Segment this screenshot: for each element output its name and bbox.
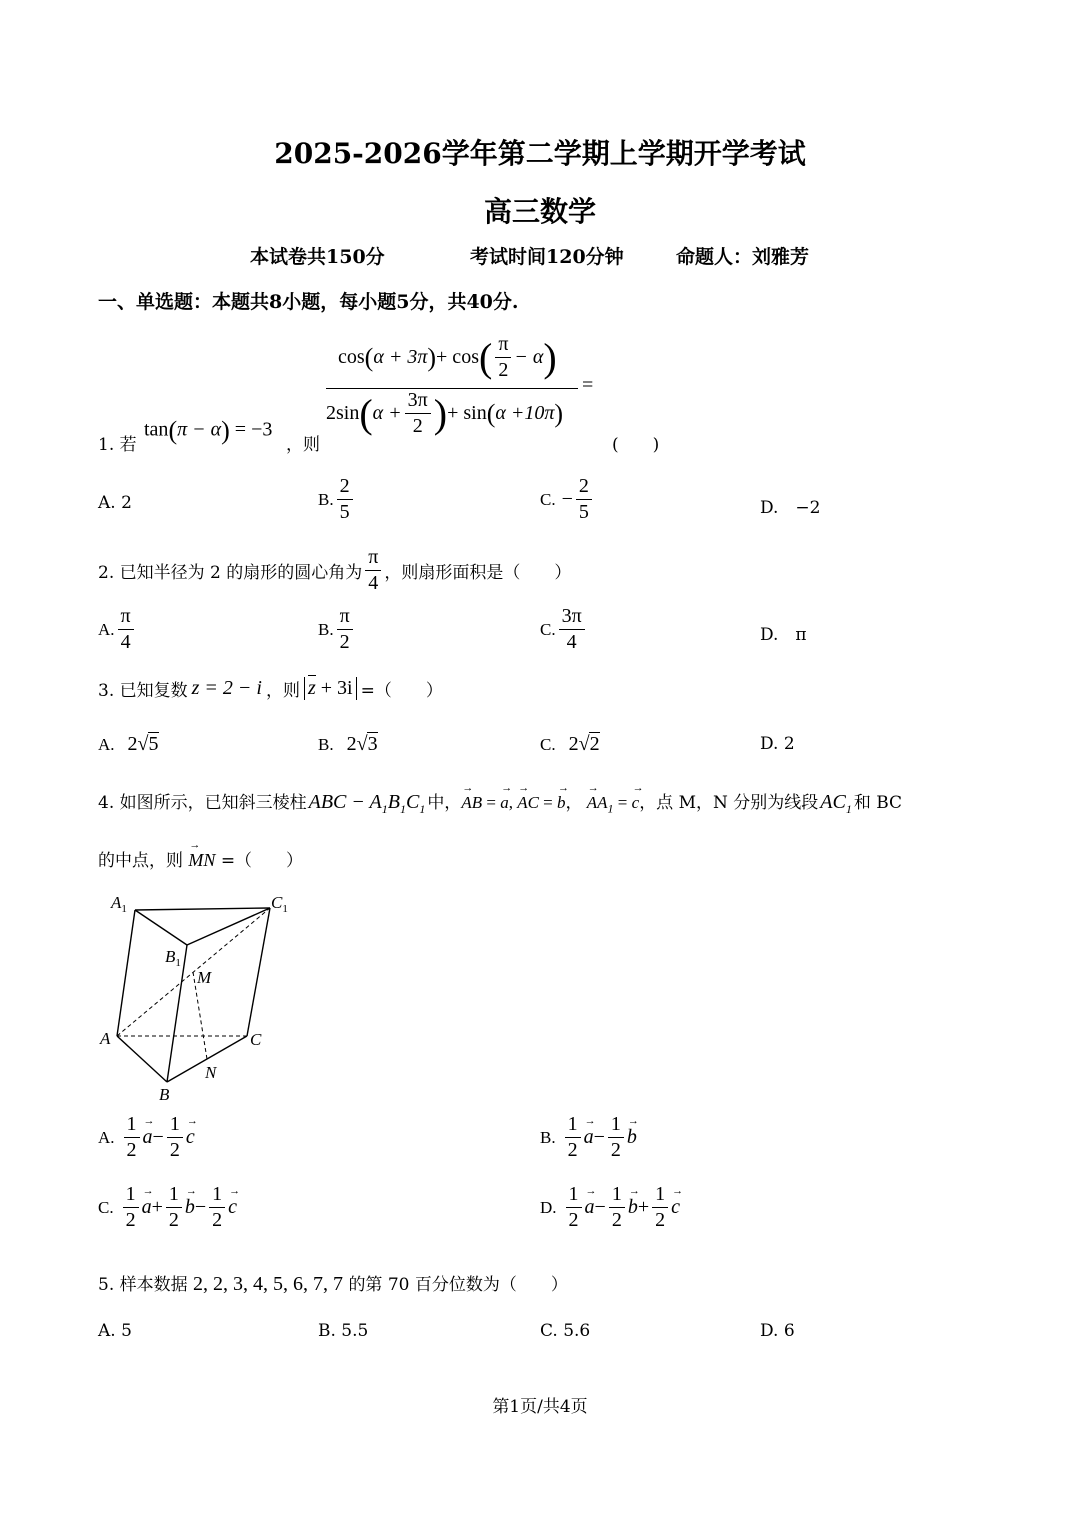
q1-number: 1. 若 [98,435,137,455]
exam-time: 考试时间120分钟 [470,246,624,268]
q1-option-b [318,476,356,523]
q3-option-b-label: B. [318,735,334,754]
q4-aa1-text: AA [586,793,608,812]
edge-a1a [117,910,135,1036]
q5-stem [98,1270,568,1296]
q3-option-b-coef: 2 [346,733,357,755]
q1-option-c-den: 5 [578,501,589,523]
half-den: 2 [168,1209,179,1231]
half-num: 1 [166,1184,182,1208]
half-den: 2 [610,1139,621,1161]
vec-a: → a [143,1126,153,1149]
half-den: 2 [169,1139,180,1161]
q5-option-b: B. 5.5 [318,1321,369,1341]
half-num: 1 [566,1184,582,1208]
q4-line2-text: 的中点，则 [98,851,183,871]
minus-sign: − [594,1196,606,1218]
q3-plus-3i: + 3i [320,677,353,699]
q4-option-c [98,1184,237,1231]
q2-option-c-label: C. [540,619,556,639]
label-c1-letter: C [271,893,283,912]
q3-z-conjugate: z [307,677,316,699]
plus-sign: + [151,1196,163,1218]
q4-line2-end: =（ ） [220,851,304,871]
half-den: 2 [568,1209,579,1231]
total-score: 本试卷共150分 [250,246,385,268]
q1-option-c [540,476,595,523]
q3-option-a-rad: 5 [148,733,159,755]
q1-then: ，则 [286,435,320,455]
q1-option-c-label: C. [540,489,556,509]
q3-option-b-rad: 3 [367,733,378,755]
q3-option-c-coef: 2 [568,733,579,755]
q4-prism-sub3: 1 [419,802,426,816]
q4-prism-b1: B [387,791,400,813]
q3-text: 3. 已知复数 [98,681,188,701]
q2-stem [98,547,571,594]
label-b1-letter: B [165,947,176,966]
q4-option-b [540,1114,637,1161]
vec-a: → a [584,1126,594,1149]
label-c1-sub: 1 [282,903,288,915]
q4-option-d-label: D. [540,1197,557,1217]
label-a1-letter: A [111,893,122,912]
exam-author: 命题人：刘雅芳 [676,246,810,268]
q1-option-a: A. 2 [98,493,132,513]
q5-option-d: D. 6 [760,1321,795,1341]
q4-vec-b: → b [557,793,566,813]
half-den: 2 [212,1209,223,1231]
q1-fraction-bar [326,388,578,389]
q4-ac-eq: = [543,793,553,812]
vec-c: → c [228,1196,237,1219]
label-c1 [271,893,288,915]
q1-den-two: 2 [412,415,423,437]
q4-prism-c1: C [405,791,420,813]
half-num: 1 [652,1184,668,1208]
q5-option-a: A. 5 [98,1321,132,1341]
edge-b1c1 [187,908,270,945]
label-m: M [197,968,212,987]
q4-zhong: 中， [427,793,462,813]
q3-option-a-label: A. [98,735,115,754]
q3-option-c-label: C. [540,735,556,754]
q1-cos2: + cos [436,346,479,368]
q4-option-a-label: A. [98,1127,115,1147]
q1-option-c-sign: − [561,488,573,510]
q1-minus-alpha: − α [514,346,544,368]
q3-z-definition: z = 2 − i [191,677,262,699]
section-heading: 一、单选题：本题共8小题，每小题5分，共40分. [98,291,519,313]
q1-3pi: 3π [405,390,431,414]
edge-c1c [247,908,270,1036]
q3-text3: =（ ） [360,681,443,701]
label-a1-sub: 1 [121,903,127,915]
q4-aa1-sub: 1 [607,801,614,816]
half-den: 2 [125,1209,136,1231]
q4-option-d [540,1184,680,1231]
vec-b: → b [628,1196,638,1219]
q4-vec-a: → a [500,793,509,813]
q2-option-c-num: 3π [559,606,585,630]
edge-ab [117,1036,167,1082]
q2-option-a-num: π [118,606,134,630]
q2-option-c-den: 4 [566,631,577,653]
label-a1 [110,893,127,915]
q1-2sin: 2sin [326,402,360,424]
q3-stem [98,676,443,701]
minus-sign: − [593,1126,605,1148]
label-a: A [100,1029,111,1048]
q4-vec-mn: → MN [188,850,215,871]
label-b1 [165,947,181,969]
q1-tan: tan [144,418,169,441]
q3-option-a: A. 2√5 [98,733,159,755]
q4-text: 4. 如图所示，已知斜三棱柱 [98,793,307,813]
q1-option-b-label: B. [318,489,334,509]
q1-option-b-den: 5 [339,501,350,523]
label-c: C [250,1030,262,1049]
q3-option-c: C. 2√2 [540,733,600,755]
q1-two: 2 [498,359,509,381]
q4-vector-defs [461,788,639,816]
q2-option-b-num: π [337,606,353,630]
q4-comma2: ， [565,793,583,812]
q1-condition: tan(π − α) = −3 [144,416,273,445]
vec-a: → a [585,1196,595,1219]
edge-a1b1 [135,910,187,945]
q4-ac1-sub: 1 [845,802,852,816]
q2-option-b-den: 2 [339,631,350,653]
vec-b: → b [185,1196,195,1219]
q4-stem-line1 [98,788,902,817]
page-number: 第1页/共4页 [492,1397,588,1417]
minus-sign: − [152,1126,164,1148]
q2-option-d: D. π [760,625,807,645]
q2-frac-den: 4 [368,572,379,594]
q1-main-fraction [326,328,578,456]
q5-text2: 的第 70 百分位数为（ ） [348,1275,568,1295]
q2-option-b [318,606,356,653]
half-num: 1 [209,1184,225,1208]
q4-option-b-label: B. [540,1127,556,1147]
edge-a1c1 [135,908,270,910]
half-den: 2 [655,1209,666,1231]
q4-vec-ab: → AB [461,793,482,813]
q5-text: 5. 样本数据 [98,1275,188,1295]
half-den: 2 [126,1139,137,1161]
q1-option-d: D. −2 [760,498,821,518]
vec-a: → a [142,1196,152,1219]
q4-prism-sub1: 1 [381,802,388,816]
q4-option-c-label: C. [98,1197,114,1217]
q1-option-b-num: 2 [337,476,353,500]
q4-prism-part1: ABC − A [308,791,382,813]
q1-pi: π [495,334,511,358]
q3-option-c-rad: 2 [589,733,600,755]
q1-option-c-num: 2 [576,476,592,500]
half-num: 1 [124,1114,140,1138]
half-num: 1 [565,1114,581,1138]
half-num: 1 [123,1184,139,1208]
minus-sign: − [194,1196,207,1218]
q4-vec-c: → c [632,793,640,813]
vec-b: → b [627,1126,637,1149]
q4-prism-sub2: 1 [399,802,406,816]
half-num: 1 [167,1114,183,1138]
q1-plus-sin: + sin [447,402,487,424]
label-b1-sub: 1 [175,957,181,969]
q2-text2: ，则扇形面积是（ ） [384,563,572,583]
q2-option-c [540,606,588,653]
q2-option-b-label: B. [318,619,334,639]
vec-c: → c [186,1126,195,1149]
label-b: B [159,1085,170,1104]
q3-option-d: D. 2 [760,734,795,754]
q5-data: 2, 2, 3, 4, 5, 6, 7, 7 [193,1273,344,1295]
q1-answer-paren: ( ) [612,435,660,455]
q1-numerator: cos ( α + 3π ) + cos ( $\frac{\pi}{2}$ − α ) [338,333,557,381]
q3-modulus [304,677,357,700]
q2-option-a [98,606,137,653]
q4-vec-aa1 [587,793,614,816]
q4-vec-ac: → AC [517,793,539,813]
half-num: 1 [609,1184,625,1208]
q4-ab-eq: = [486,793,496,812]
q1-cos1: cos [338,346,365,368]
q4-stem-line2 [98,846,303,871]
q2-option-a-label: A. [98,619,115,639]
q4-prism [309,791,426,817]
q1-equals: = [582,374,594,396]
q2-frac-num: π [365,547,381,571]
plus-sign: + [637,1196,650,1218]
q3-option-b: B. 2√3 [318,733,378,755]
q1-tan-arg: π − α [177,418,222,441]
q2-option-a-den: 4 [120,631,131,653]
exam-title: 2025-2026学年第二学期上学期开学考试 [274,137,806,170]
q1-alpha-plus: α + [372,402,402,424]
q4-option-a [98,1114,195,1161]
q4-aa1-eq: = [617,793,628,812]
q4-ac1 [820,791,852,817]
q5-option-c: C. 5.6 [540,1321,591,1341]
subject-title: 高三数学 [483,195,596,228]
q1-cos1-arg: α + 3π [373,346,428,368]
q3-text2: ，则 [265,681,300,701]
prism-figure [95,888,315,1108]
q4-comma1: , [508,793,513,812]
half-num: 1 [608,1114,624,1138]
q1-denominator: 2sin ( α + $\frac{3\pi}{2}$ ) + sin ( α +10π ) [326,389,564,437]
q1-sin-arg: α +10π [495,402,555,424]
half-den: 2 [567,1139,578,1161]
q4-text2: ，点 M，N 分别为线段 [639,793,819,813]
vec-c: → c [671,1196,680,1219]
q1-tan-value: = −3 [234,418,273,441]
q2-text: 2. 已知半径为 2 的扇形的圆心角为 [98,563,363,583]
q4-ac1-text: AC [820,791,846,813]
q4-text3: 和 BC [853,793,903,813]
q3-option-a-coef: 2 [127,733,138,755]
half-den: 2 [611,1209,622,1231]
label-n: N [205,1063,217,1082]
